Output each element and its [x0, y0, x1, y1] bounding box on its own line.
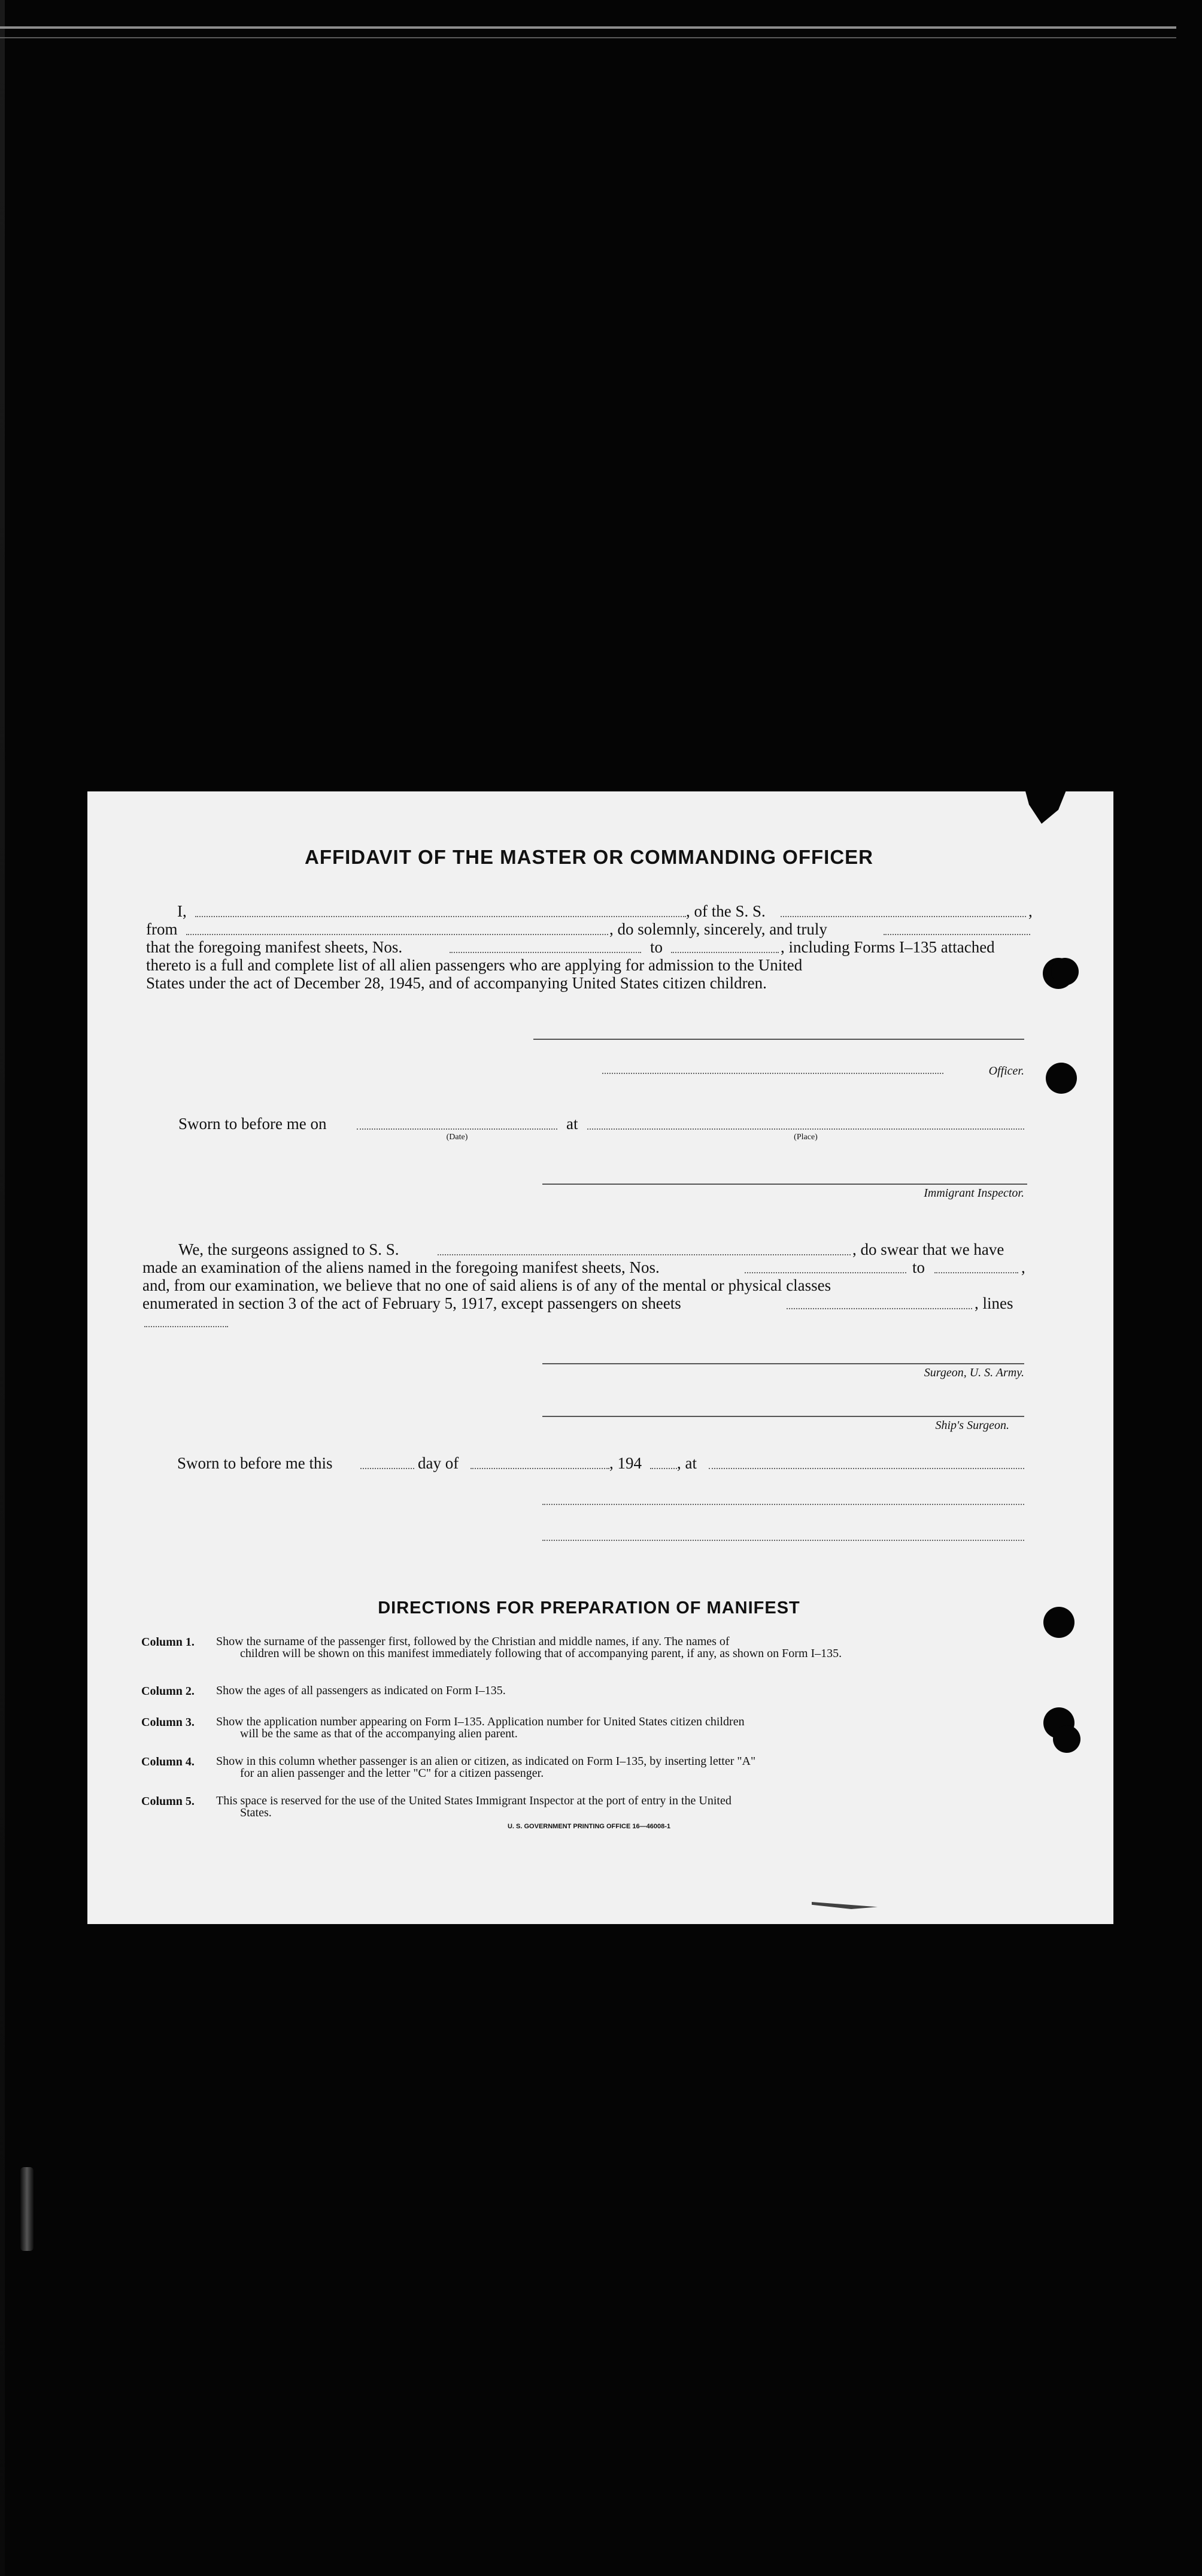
ship-name-field[interactable]: [781, 916, 1026, 917]
column3-rest: will be the same as that of the accompanying alien parent.: [240, 1727, 518, 1740]
p1-line2-swear: , do solemnly, sincerely, and truly: [609, 920, 827, 938]
printer-imprint: U. S. GOVERNMENT PRINTING OFFICE 16—46008-1: [507, 1823, 670, 1830]
column1-label: Column 1.: [141, 1636, 195, 1649]
sworn2-year: , 194: [609, 1454, 642, 1472]
sworn2-text: Sworn to before me this: [177, 1454, 333, 1472]
column5-first: This space is reserved for the use of the United States Immigrant Inspector at the port of entry in the United: [216, 1794, 731, 1807]
except-sheets-field[interactable]: [787, 1308, 972, 1309]
affidavit-page: [87, 791, 1113, 1924]
sworn2-month-field[interactable]: [471, 1468, 609, 1469]
sheet-to-field[interactable]: [671, 952, 779, 953]
sheet-from-field[interactable]: [450, 952, 641, 953]
army-surgeon-caption: Surgeon, U. S. Army.: [924, 1366, 1024, 1379]
sworn1-date-field[interactable]: [357, 1128, 557, 1130]
p1-line5: States under the act of December 28, 1945, and of accompanying United States citizen children.: [146, 974, 767, 992]
sworn2-year-field[interactable]: [650, 1468, 677, 1469]
officer-caption: Officer.: [988, 1064, 1024, 1078]
sworn1-place-field[interactable]: [587, 1128, 1024, 1130]
column2-first: Show the ages of all passengers as indicated on Form I–135.: [216, 1684, 506, 1697]
p1-line1-comma: ,: [1028, 902, 1033, 920]
ship-surgeon-signature-line[interactable]: [542, 1416, 1024, 1417]
p2-line4-text: enumerated in section 3 of the act of February 5, 1917, except passengers on sheets: [142, 1294, 681, 1312]
column2-label: Column 2.: [141, 1685, 195, 1698]
ink-smudge: [812, 1902, 878, 1909]
army-surgeon-signature-line[interactable]: [542, 1363, 1024, 1364]
film-edge: [0, 0, 5, 2576]
p2-line1-swear: , do swear that we have: [852, 1240, 1004, 1258]
sworn2-signature-line-2[interactable]: [542, 1540, 1024, 1541]
column4-rest: for an alien passenger and the letter "C" for a citizen passenger.: [240, 1767, 544, 1780]
column1-rest: children will be shown on this manifest immediately following that of accompanying parent, if any, as shown on Form I–135.: [240, 1647, 842, 1660]
film-strip-border: [0, 26, 1176, 38]
column2-text: [216, 1685, 1024, 1697]
inspector-caption: Immigrant Inspector.: [924, 1187, 1024, 1200]
column3-label: Column 3.: [141, 1716, 195, 1729]
column5-label: Column 5.: [141, 1795, 195, 1808]
date-caption: (Date): [446, 1133, 468, 1142]
p1-line3-sheets: that the foregoing manifest sheets, Nos.: [146, 938, 403, 956]
p2-line2-comma: ,: [1021, 1258, 1025, 1276]
p2-line1-lead: We, the surgeons assigned to S. S.: [178, 1240, 399, 1258]
column3-text: [216, 1716, 1024, 1740]
p1-line1-ship: , of the S. S.: [686, 902, 766, 920]
column4-label: Column 4.: [141, 1755, 195, 1768]
ship-surgeon-caption: Ship's Surgeon.: [935, 1419, 1009, 1432]
sworn1-text: Sworn to before me on: [178, 1115, 327, 1133]
p1-line3-forms: , including Forms I–135 attached: [781, 938, 995, 956]
sworn1-at: at: [566, 1115, 578, 1133]
torn-corner: [1025, 789, 1067, 824]
inspector-signature-line[interactable]: [542, 1184, 1027, 1185]
sworn2-at: , at: [677, 1454, 697, 1472]
form-title: AFFIDAVIT OF THE MASTER OR COMMANDING OFFICER: [304, 846, 873, 868]
master-name-field[interactable]: [195, 916, 686, 917]
sworn2-place-field[interactable]: [709, 1468, 1024, 1469]
punch-hole: [1051, 958, 1079, 985]
swear-blank-field[interactable]: [884, 934, 1030, 935]
directions-title: DIRECTIONS FOR PREPARATION OF MANIFEST: [378, 1598, 800, 1618]
p2-line3: and, from our examination, we believe that no one of said aliens is of any of the mental or physical classes: [142, 1276, 831, 1294]
p1-line4: thereto is a full and complete list of all alien passengers who are applying for admission to the United: [146, 956, 803, 974]
p2-line4-lines: , lines: [975, 1294, 1013, 1312]
p2-line2-to: to: [912, 1258, 925, 1276]
place-caption: (Place): [794, 1133, 818, 1142]
p1-line1-lead: I,: [177, 902, 187, 920]
film-light-leak: [20, 2167, 34, 2251]
surgeon-sheet-to-field[interactable]: [934, 1272, 1018, 1273]
except-lines-field[interactable]: [144, 1326, 228, 1327]
column3-first: Show the application number appearing on Form I–135. Application number for United States citizen children: [216, 1715, 745, 1728]
surgeon-ship-field[interactable]: [438, 1254, 851, 1255]
punch-hole: [1046, 1063, 1077, 1094]
column5-text: [216, 1795, 1024, 1819]
p1-line2-from: from: [146, 920, 178, 938]
column5-rest: States.: [240, 1806, 272, 1819]
punch-hole: [1053, 1725, 1080, 1753]
sworn2-day-field[interactable]: [360, 1468, 414, 1469]
column1-first: Show the surname of the passenger first, followed by the Christian and middle names, if any. The names of: [216, 1635, 730, 1648]
column4-first: Show in this column whether passenger is an alien or citizen, as indicated on Form I–135, by inserting letter "A": [216, 1755, 756, 1768]
from-port-field[interactable]: [186, 934, 608, 935]
sworn2-signature-line-1[interactable]: [542, 1504, 1024, 1505]
p2-line2-text: made an examination of the aliens named in the foregoing manifest sheets, Nos.: [142, 1258, 660, 1276]
officer-signature-line[interactable]: [533, 1039, 1024, 1040]
surgeon-sheet-from-field[interactable]: [745, 1272, 906, 1273]
column4-text: [216, 1755, 1024, 1779]
p1-line3-to: to: [650, 938, 663, 956]
sworn2-day-of: day of: [418, 1454, 459, 1472]
column1-text: [216, 1636, 1024, 1659]
